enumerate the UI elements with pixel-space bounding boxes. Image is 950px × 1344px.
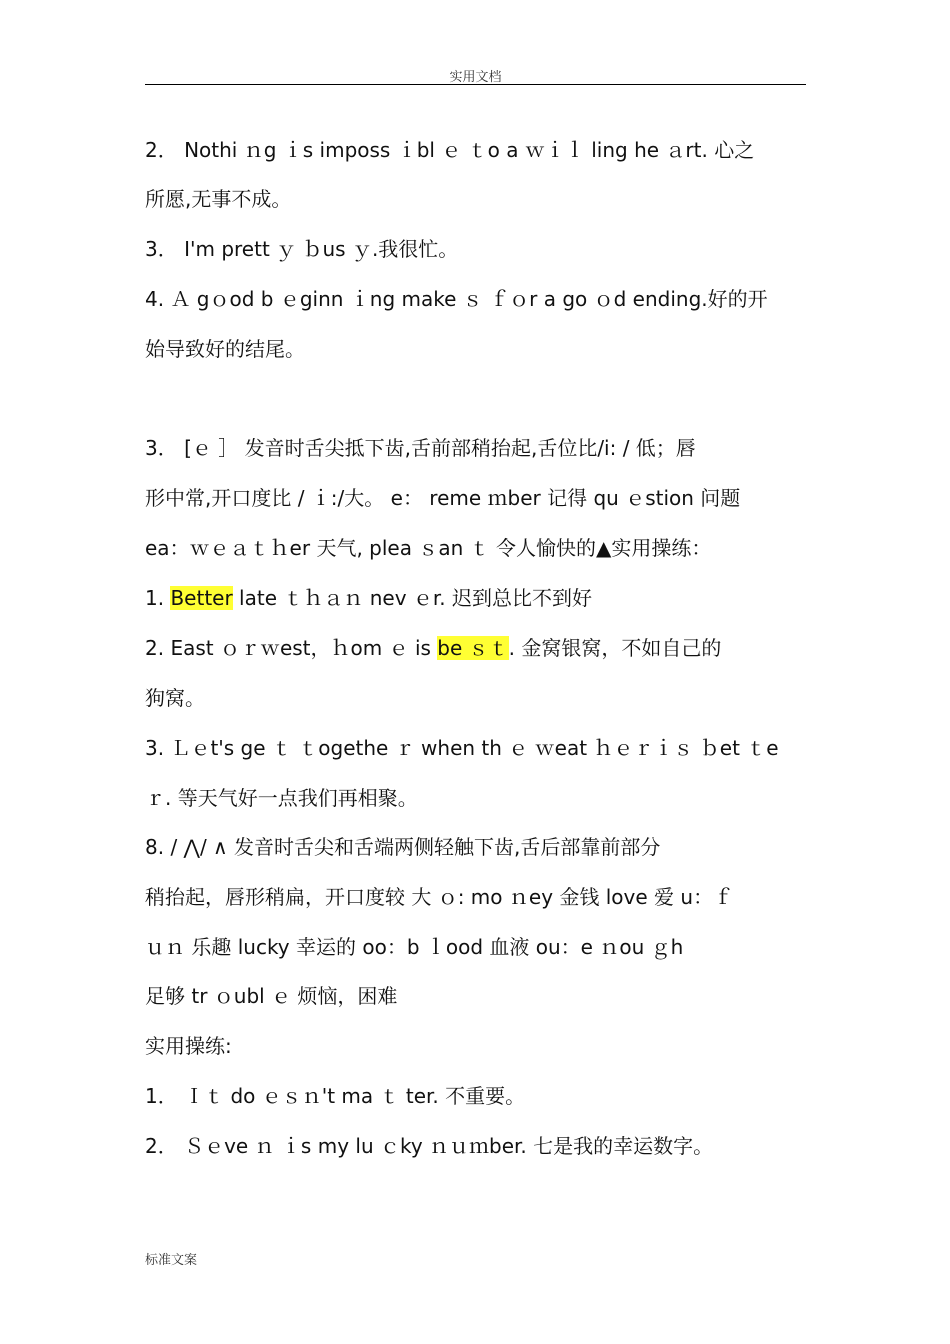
header-divider (145, 84, 806, 85)
text-line: 4. Ａ gｏod b ｅginn ｉng make ｓ ｆｏr a go ｏd ending.好的开 (145, 287, 768, 311)
page-footer: 标准文案 (145, 1253, 198, 1268)
text-line: 实用操练: (145, 1034, 232, 1058)
text-line: 所愿,无事不成。 (145, 187, 292, 211)
text-line: 3． [ｅ ］ 发音时舌尖抵下齿,舌前部稍抬起,舌位比/i: / 低；唇 (145, 436, 696, 460)
text-line: 狗窝。 (145, 686, 205, 710)
text-line: 8. / ⋀/ ∧ 发音时舌尖和舌端两侧轻触下齿,舌后部靠前部分 (145, 835, 661, 859)
text-line: 始导致好的结尾。 (145, 337, 305, 361)
text-line: 足够 tr ｏubl ｅ 烦恼，困难 (145, 984, 398, 1008)
text-line: 2. East ｏｒｗest，ｈom ｅ is be ｓｔ. 金窝银窝，不如自己的 (145, 636, 722, 660)
text-line: 3. Ｌｅt's ge ｔ ｔogethe ｒ when th ｅ ｗeat ｈｅｒｉｓ ｂet ｔe (145, 736, 779, 760)
text-line: 3． I'm prett ｙ ｂus ｙ.我很忙。 (145, 237, 459, 261)
text-line: 1． Ｉｔ do ｅｓｎ't ma ｔ ter. 不重要。 (145, 1084, 526, 1108)
text-line: 1. Better late ｔｈａｎ nev ｅr. 迟到总比不到好 (145, 586, 593, 610)
highlighted-text: be ｓｔ (437, 636, 509, 660)
text-line: ea：ｗｅａｔｈer 天气, plea ｓan ｔ 令人愉快的▲实用操练： (145, 536, 712, 560)
text-line: 2． Ｓｅve ｎ ｉs my lu ｃky ｎｕｍber. 七是我的幸运数字。 (145, 1134, 714, 1158)
text-line: 稍抬起，唇形稍扁，开口度较 大 ｏ: mo ｎey 金钱 love 爱 u：ｆ (145, 885, 734, 909)
text-line: 形中常,开口度比 / ｉ:/大。 e： reme ｍber 记得 qu ｅstion 问题 (145, 486, 741, 510)
text-line: ｒ. 等天气好一点我们再相聚。 (145, 786, 418, 810)
highlighted-text: Better (170, 586, 233, 610)
page-header: 实用文档 (449, 70, 502, 85)
text-line: ｕｎ 乐趣 lucky 幸运的 oo：b ｌood 血液 ou：e ｎou ｇh (145, 935, 684, 959)
text-line: 2． Nothi ｎg ｉs imposs ｉbl ｅ ｔo a ｗｉｌ ling he ａrt. 心之 (145, 138, 755, 162)
